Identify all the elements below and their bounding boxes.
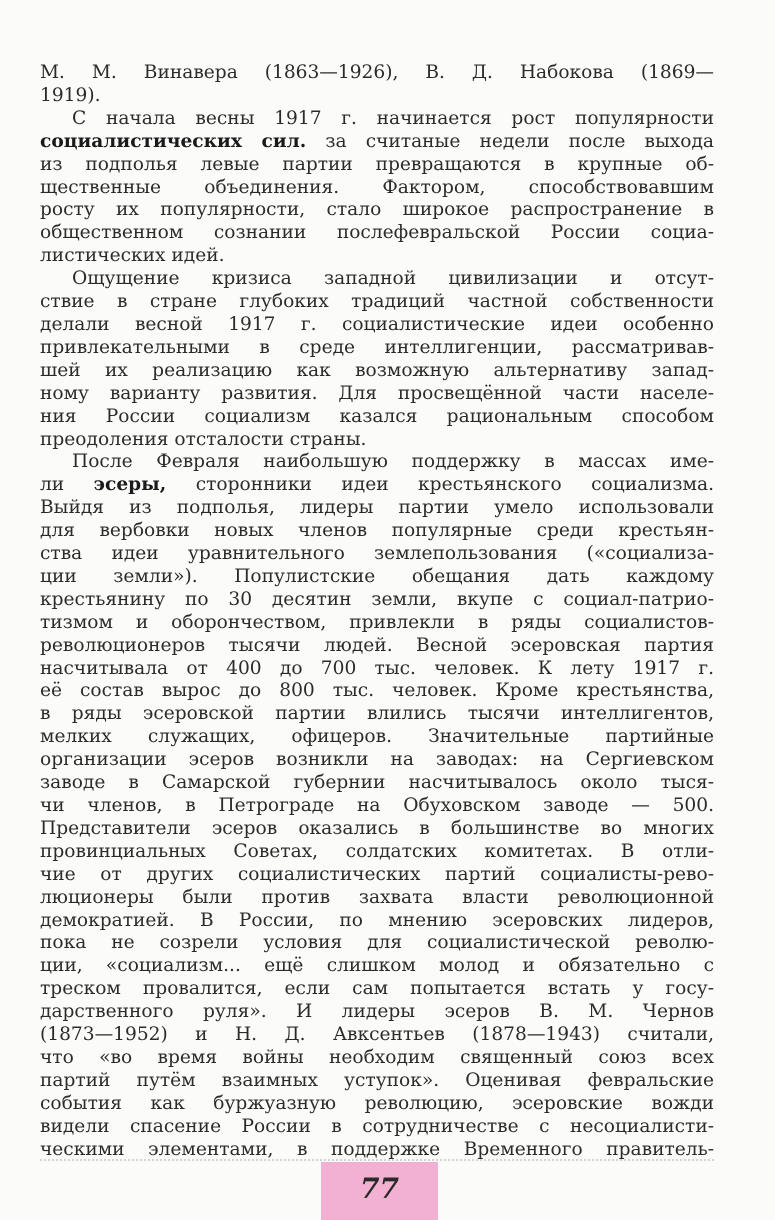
text-line: росту их популярности, стало широкое распространение в [40, 199, 714, 221]
text-line: события как буржуазную революцию, эсеровские вожди [40, 1092, 714, 1114]
text-line-with-term [40, 131, 714, 154]
text-line: щественные объединения. Фактором, способствовавшим [40, 176, 714, 198]
text-line: ния России социализм казался рациональным способом [40, 405, 714, 427]
text-line: С начала весны 1917 г. начинается рост популярности [72, 107, 714, 129]
text-line: тизмом и оборончеством, привлекли в ряды социалистов- [40, 611, 714, 633]
text-line: дарственного руля». И лидеры эсеров В. М. Чернов [40, 1001, 714, 1023]
footer-divider [40, 1159, 714, 1161]
text-line: М. М. Винавера (1863—1926), В. Д. Набокова (1869— [40, 62, 714, 83]
body-text [40, 62, 714, 1162]
text-line: ции земли»). Популистские обещания дать каждому [40, 565, 714, 587]
text-line: пока не созрели условия для социалистической револю- [40, 932, 714, 954]
text-line: из подполья левые партии превращаются в крупные об- [40, 153, 714, 175]
text-line: организации эсеров возникли на заводах: на Сергиевском [40, 749, 714, 771]
text-fragment: за считаные недели после выхода [325, 130, 714, 152]
text-fragment: сторонники идеи крестьянского социализма. [195, 474, 714, 496]
text-line: в ряды эсеровской партии влились тысячи интеллигентов, [40, 703, 714, 725]
text-line: Представители эсеров оказались в большинстве во многих [40, 817, 714, 839]
text-line: треском провалится, если сам попытается встать у госу- [40, 978, 714, 1000]
text-line: Выйдя из подполья, лидеры партии умело использовали [40, 497, 714, 519]
text-line: чи членов, в Петрограде на Обуховском заводе — 500. [40, 795, 714, 816]
text-line: преодоления отсталости страны. [40, 428, 367, 450]
text-line: После Февраля наибольшую поддержку в массах име- [72, 451, 714, 473]
text-line: (1873—1952) и Н. Д. Авксентьев (1878—1943) считали, [40, 1024, 714, 1046]
paragraph-socialist-popularity [40, 108, 714, 268]
text-line: ции, «социализм... ещё слишком молод и обязательно с [40, 955, 714, 977]
text-line: ствие в стране глубоких традиций частной собственности [40, 291, 714, 313]
text-line: Ощущение кризиса западной цивилизации и отсут- [72, 268, 714, 290]
text-line: ства идеи уравнительного землепользования («социализа- [40, 543, 714, 565]
paragraph-continuation [40, 62, 714, 108]
text-line: ному варианту развития. Для просвещённой части населе- [40, 382, 714, 404]
text-line: революционеров тысячи людей. Весной эсеровская партия [40, 634, 714, 656]
text-line: что «во время войны необходим священный союз всех [40, 1046, 714, 1068]
text-line: мелких служащих, офицеров. Значительные партийные [40, 726, 714, 748]
text-line: насчитывала от 400 до 700 тыс. человек. К лету 1917 г. [40, 657, 714, 679]
page-number: 77 [360, 1172, 399, 1205]
text-line-with-term [40, 474, 714, 497]
text-line: её состав вырос до 800 тыс. человек. Кроме крестьянства, [40, 680, 714, 702]
paragraph-crisis-of-civilization [40, 268, 714, 451]
text-line: листических идей. [40, 245, 225, 267]
page-number-badge [321, 1162, 438, 1220]
text-line: демократией. В России, по мнению эсеровских лидеров, [40, 909, 714, 931]
text-line: партий путём взаимных уступок». Оценивая февральские [40, 1069, 714, 1091]
text-fragment: ли [40, 474, 65, 496]
text-line: делали весной 1917 г. социалистические идеи особенно [40, 313, 714, 335]
text-line: видели спасение России в сотрудничестве с несоциалисти- [40, 1115, 714, 1137]
term-esers: эсеры, [93, 474, 167, 496]
text-line: ческими элементами, в поддержке Временного правитель- [40, 1138, 714, 1160]
paragraph-esers [40, 451, 714, 1161]
text-line: чие от других социалистических партий социалисты-рево- [40, 863, 714, 885]
text-line: 1919). [40, 84, 101, 106]
text-line: люционеры были против захвата власти революционной [40, 886, 714, 908]
text-line: общественном сознании послефевральской России социа- [40, 222, 714, 244]
text-line: шей их реализацию как возможную альтернативу запад- [40, 359, 714, 381]
text-line: привлекательными в среде интеллигенции, рассматривав- [40, 336, 714, 358]
text-line: провинциальных Советах, солдатских комитетах. В отли- [40, 840, 714, 862]
text-line: для вербовки новых членов популярные среди крестьян- [40, 520, 714, 542]
text-line: крестьянину по 30 десятин земли, вкупе с социал-патрио- [40, 588, 714, 610]
term-socialist-forces: социалистических сил. [40, 130, 307, 152]
text-line: заводе в Самарской губернии насчитывалось около тыся- [40, 772, 714, 794]
